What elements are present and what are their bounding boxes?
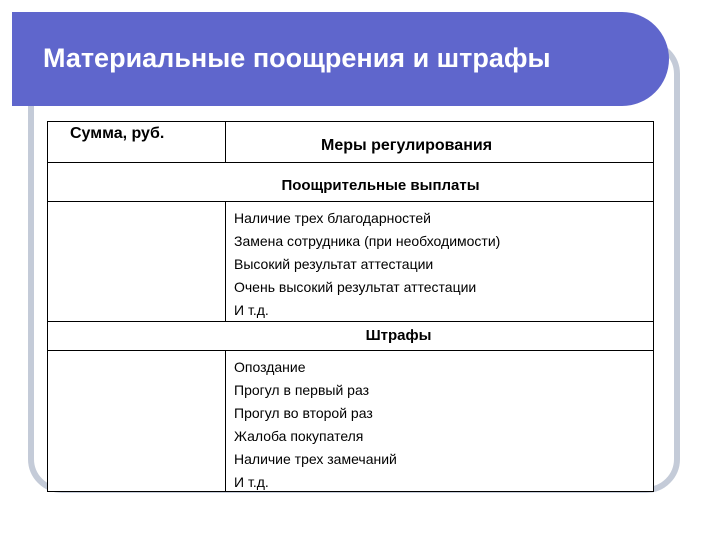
title-underline: [64, 106, 649, 108]
penalties-sum-cell: [48, 351, 226, 491]
list-item: Наличие трех благодарностей: [234, 210, 431, 226]
list-item: И т.д.: [234, 474, 269, 490]
list-item: Прогул в первый раз: [234, 382, 370, 398]
column-header-sum: Сумма, руб.: [48, 122, 226, 162]
section-title-penalties: Штрафы: [48, 322, 653, 351]
table-header-row: [48, 122, 653, 163]
list-item: Прогул во второй раз: [234, 405, 373, 421]
rewards-list: [234, 207, 500, 322]
penalties-list: [234, 356, 397, 494]
list-item: Высокий результат аттестации: [234, 256, 434, 272]
rewards-sum-cell: [48, 202, 226, 321]
list-item: Замена сотрудника (при необходимости): [234, 233, 501, 249]
column-header-measures: Меры регулирования: [321, 137, 493, 154]
list-item: И т.д.: [234, 302, 269, 318]
list-item: Наличие трех замечаний: [234, 451, 397, 467]
list-item: Очень высокий результат аттестации: [234, 279, 477, 295]
rewards-penalties-table: [47, 121, 654, 492]
section-title-rewards: Поощрительные выплаты: [48, 163, 653, 202]
penalties-body-row: [48, 351, 653, 491]
slide-title: Материальные поощрения и штрафы: [43, 43, 551, 73]
list-item: Жалоба покупателя: [234, 428, 364, 444]
rewards-body-row: [48, 202, 653, 322]
title-bar: [12, 12, 669, 106]
list-item: Опоздание: [234, 359, 306, 375]
